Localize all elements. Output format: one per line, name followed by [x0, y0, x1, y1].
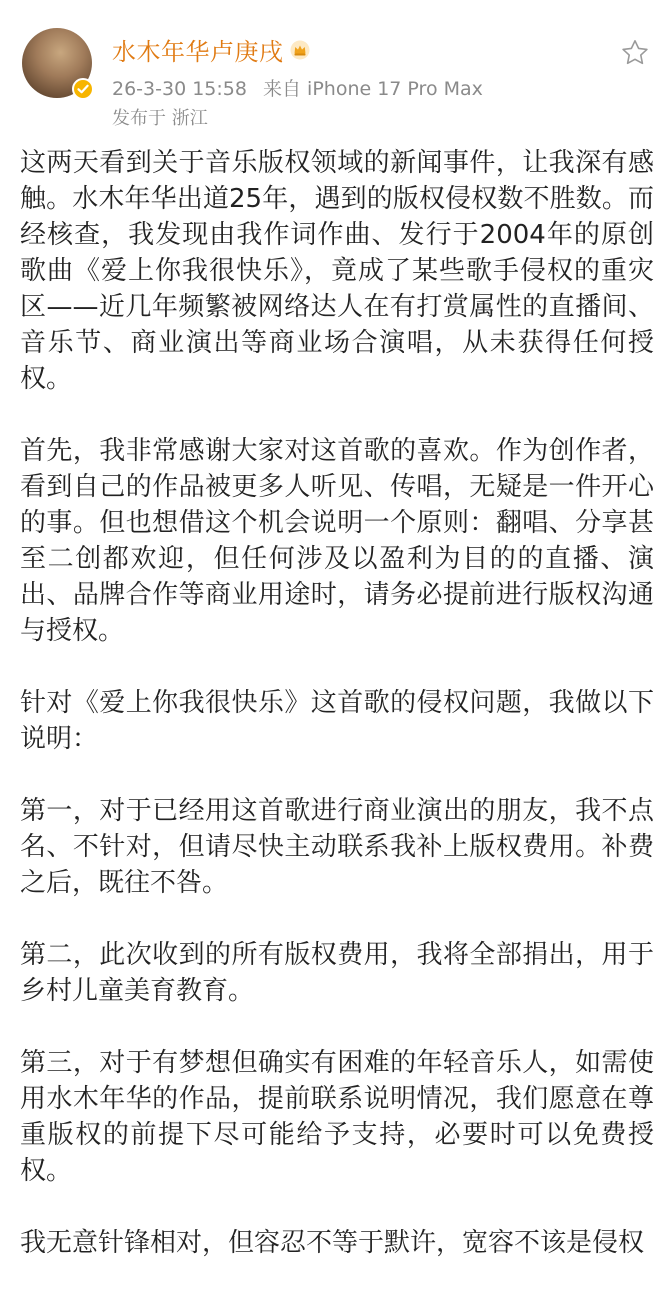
avatar[interactable] — [22, 28, 92, 98]
username[interactable]: 水木年华卢庚戌 — [112, 38, 284, 66]
crown-icon — [290, 40, 310, 60]
post-meta — [112, 74, 493, 101]
post-paragraph: 这两天看到关于音乐版权领域的新闻事件，让我深有感触。水木年华出道25年，遇到的版权侵权数不胜数。而经核查，我发现由我作词作曲、发行于2004年的原创歌曲《爱上你我很快乐》，竟成了某些歌手侵权的重灾区——近几年频繁被网络达人在有打赏属性的直播间、音乐节、商业演出等商业场合演唱，从未获得任何授权。 — [20, 148, 654, 394]
post-paragraph: 首先，我非常感谢大家对这首歌的喜欢。作为创作者，看到自己的作品被更多人听见、传唱，无疑是一件开心的事。但也想借这个机会说明一个原则：翻唱、分享甚至二创都欢迎，但任何涉及以盈利为目的的直播、演出、品牌合作等商业用途时，请务必提前进行版权沟通与授权。 — [20, 436, 654, 646]
username-row — [112, 32, 310, 67]
post-paragraph: 第一，对于已经用这首歌进行商业演出的朋友，我不点名、不针对，但请尽快主动联系我补上版权费用。补费之后，既往不咎。 — [20, 796, 654, 898]
star-icon[interactable] — [620, 38, 650, 68]
post-paragraph: 我无意针锋相对，但容忍不等于默许，宽容不该是侵权 — [20, 1228, 645, 1258]
post-paragraph: 第二，此次收到的所有版权费用，我将全部捐出，用于乡村儿童美育教育。 — [20, 940, 654, 1006]
post-source: 来自 iPhone 17 Pro Max — [263, 78, 483, 100]
post-body — [20, 145, 654, 1297]
post-paragraph: 针对《爱上你我很快乐》这首歌的侵权问题，我做以下说明： — [20, 688, 654, 754]
post-location: 发布于 浙江 — [112, 108, 208, 129]
verified-badge-icon — [72, 78, 94, 100]
post-header — [0, 0, 672, 140]
post-paragraph: 第三，对于有梦想但确实有困难的年轻音乐人，如需使用水木年华的作品，提前联系说明情况，我们愿意在尊重版权的前提下尽可能给予支持，必要时可以免费授权。 — [20, 1048, 654, 1186]
post-timestamp: 26-3-30 15:58 — [112, 78, 247, 100]
